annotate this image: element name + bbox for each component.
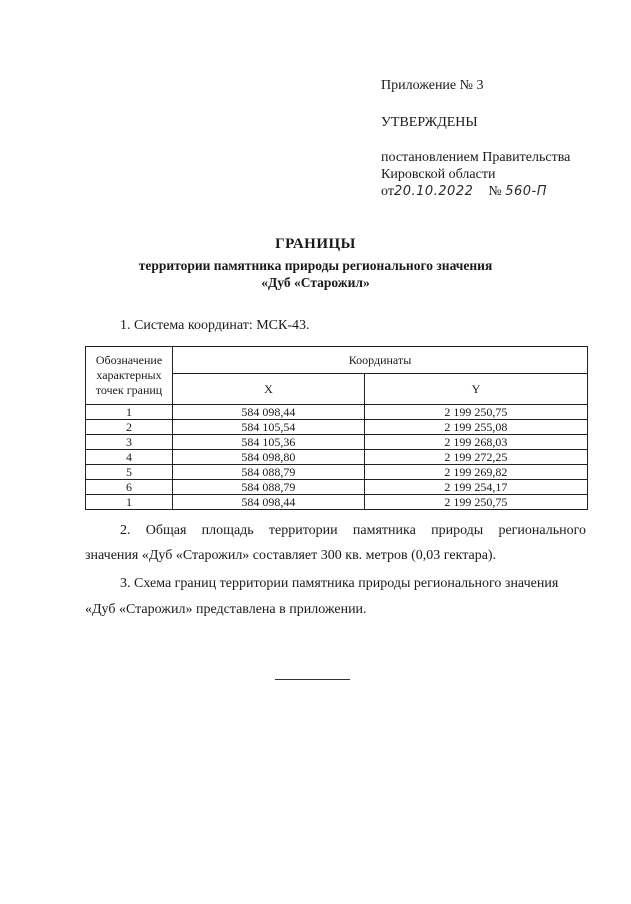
table-row <box>86 465 588 480</box>
table-row <box>86 495 588 510</box>
x-coordinate-cell: 584 105,36 <box>173 435 365 450</box>
point-cell: 4 <box>86 450 173 465</box>
y-coordinate-cell: 2 199 250,75 <box>364 405 587 420</box>
point-cell: 2 <box>86 420 173 435</box>
y-coordinate-cell: 2 199 269,82 <box>364 465 587 480</box>
table-row <box>86 435 588 450</box>
x-coordinate-cell: 584 098,44 <box>173 495 365 510</box>
point-cell: 3 <box>86 435 173 450</box>
approved-text: УТВЕРЖДЕНЫ <box>381 115 478 130</box>
table-row <box>86 420 588 435</box>
section-2-line-2: значения «Дуб «Старожил» составляет 300 кв. метров (0,03 гектара). <box>85 548 497 563</box>
document-subtitle-line-2: «Дуб «Старожил» <box>261 275 370 290</box>
column-header-coordinates: Координаты <box>173 347 588 374</box>
x-coordinate-cell: 584 088,79 <box>173 480 365 495</box>
y-coordinate-cell: 2 199 250,75 <box>364 495 587 510</box>
decree-block <box>381 149 570 200</box>
section-3-line-1: 3. Схема границ территории памятника природы регионального значения <box>120 576 559 591</box>
approved-label <box>381 114 478 131</box>
point-cell: 5 <box>86 465 173 480</box>
x-coordinate-cell: 584 098,44 <box>173 405 365 420</box>
decree-line-2: Кировской области <box>381 167 496 182</box>
handwritten-number: 560-П <box>505 184 548 199</box>
appendix-number: Приложение № 3 <box>381 78 484 93</box>
table-row <box>86 405 588 420</box>
number-prefix: № <box>488 184 502 199</box>
decree-line-1: постановлением Правительства <box>381 150 571 165</box>
point-cell: 6 <box>86 480 173 495</box>
appendix-label <box>381 77 484 94</box>
column-header-y: Y <box>364 374 587 405</box>
document-title: ГРАНИЦЫ <box>275 236 356 252</box>
column-header-point: Обозначение характерных точек границ <box>86 347 173 405</box>
section-3-line-2: «Дуб «Старожил» представлена в приложении. <box>85 602 367 617</box>
from-prefix: от <box>381 184 394 199</box>
y-coordinate-cell: 2 199 272,25 <box>364 450 587 465</box>
point-cell: 1 <box>86 405 173 420</box>
table-row <box>86 480 588 495</box>
point-cell: 1 <box>86 495 173 510</box>
handwritten-date: 20.10.2022 <box>393 184 474 199</box>
section-1-coordinate-system: 1. Система координат: МСК-43. <box>120 318 310 333</box>
x-coordinate-cell: 584 098,80 <box>173 450 365 465</box>
section-2-line-1: 2. Общая площадь территории памятника природы регионального <box>120 523 586 538</box>
y-coordinate-cell: 2 199 254,17 <box>364 480 587 495</box>
document-subtitle-line-1: территории памятника природы регионального значения <box>138 258 493 273</box>
table-row <box>86 450 588 465</box>
decree-date-number <box>381 183 570 200</box>
x-coordinate-cell: 584 105,54 <box>173 420 365 435</box>
coordinates-table <box>85 346 588 510</box>
y-coordinate-cell: 2 199 255,08 <box>364 420 587 435</box>
x-coordinate-cell: 584 088,79 <box>173 465 365 480</box>
y-coordinate-cell: 2 199 268,03 <box>364 435 587 450</box>
closing-divider <box>275 679 350 680</box>
coordinates-table-body <box>86 405 588 510</box>
column-header-x: X <box>173 374 365 405</box>
